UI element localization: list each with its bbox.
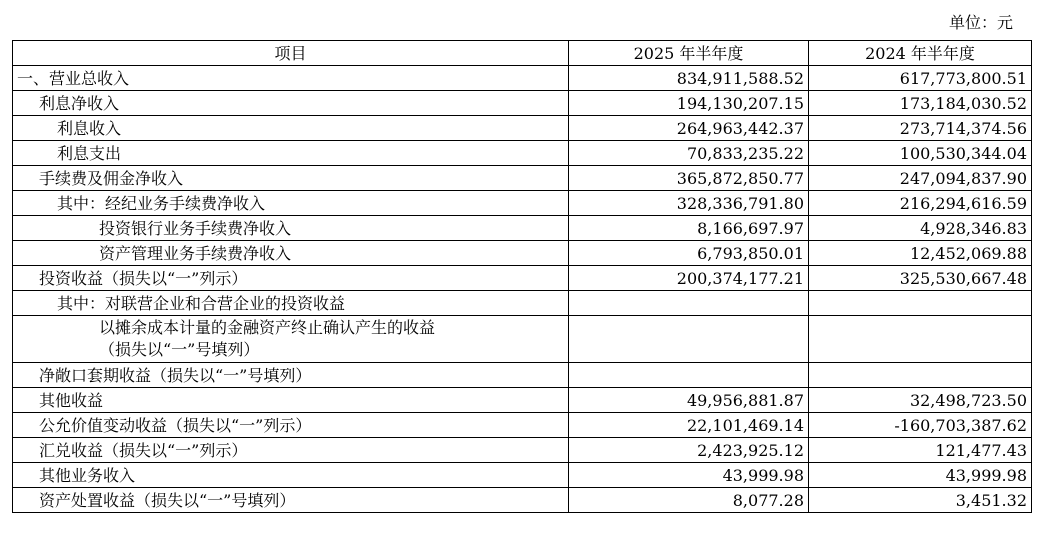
row-label-line2: （损失以“一”号填列）: [99, 340, 260, 359]
table-row: [13, 166, 1032, 191]
table-row: [13, 66, 1032, 91]
row-label: 汇兑收益（损失以“一”列示）: [13, 438, 569, 463]
table-row: [13, 316, 1032, 363]
value-2024: 4,928,346.83: [809, 216, 1032, 241]
header-2024: 2024 年半年度: [809, 41, 1032, 66]
value-2024: 173,184,030.52: [809, 91, 1032, 116]
header-item: 项目: [13, 41, 569, 66]
value-2025: 22,101,469.14: [569, 413, 809, 438]
table-row: [13, 91, 1032, 116]
value-2025: 49,956,881.87: [569, 388, 809, 413]
table-row: [13, 241, 1032, 266]
value-2024: 247,094,837.90: [809, 166, 1032, 191]
table-row: [13, 463, 1032, 488]
value-2024: 325,530,667.48: [809, 266, 1032, 291]
value-2024: 3,451.32: [809, 488, 1032, 513]
value-2025: [569, 363, 809, 388]
value-2024: 273,714,374.56: [809, 116, 1032, 141]
row-label: 其他业务收入: [13, 463, 569, 488]
value-2025: 264,963,442.37: [569, 116, 809, 141]
row-label: 净敞口套期收益（损失以“一”号填列）: [13, 363, 569, 388]
row-label: 利息净收入: [13, 91, 569, 116]
value-2024: 12,452,069.88: [809, 241, 1032, 266]
value-2025: 194,130,207.15: [569, 91, 809, 116]
value-2024: 121,477.43: [809, 438, 1032, 463]
value-2024: -160,703,387.62: [809, 413, 1032, 438]
value-2025: 70,833,235.22: [569, 141, 809, 166]
header-2025: 2025 年半年度: [569, 41, 809, 66]
value-2024: 32,498,723.50: [809, 388, 1032, 413]
table-row: [13, 191, 1032, 216]
table-row: [13, 116, 1032, 141]
row-label: 资产管理业务手续费净收入: [13, 241, 569, 266]
value-2025: 43,999.98: [569, 463, 809, 488]
value-2025: [569, 316, 809, 363]
value-2024: 100,530,344.04: [809, 141, 1032, 166]
table-row: [13, 216, 1032, 241]
row-label: 公允价值变动收益（损失以“一”列示）: [13, 413, 569, 438]
table-row: [13, 141, 1032, 166]
value-2025: 200,374,177.21: [569, 266, 809, 291]
table-row: [13, 266, 1032, 291]
row-label: [13, 316, 569, 363]
value-2025: 365,872,850.77: [569, 166, 809, 191]
value-2025: 328,336,791.80: [569, 191, 809, 216]
unit-label: 单位：元: [948, 13, 1013, 32]
table-row: [13, 438, 1032, 463]
row-label-line1: 以摊余成本计量的金融资产终止确认产生的收益: [99, 318, 436, 337]
table-row: [13, 291, 1032, 316]
row-label: 其中：经纪业务手续费净收入: [13, 191, 569, 216]
value-2024: 43,999.98: [809, 463, 1032, 488]
table-row: [13, 388, 1032, 413]
row-label: 其中：对联营企业和合营企业的投资收益: [13, 291, 569, 316]
row-label: 投资银行业务手续费净收入: [13, 216, 569, 241]
value-2024: [809, 363, 1032, 388]
value-2024: [809, 291, 1032, 316]
value-2025: 8,077.28: [569, 488, 809, 513]
row-label: 投资收益（损失以“一”列示）: [13, 266, 569, 291]
income-statement-table: [12, 40, 1032, 513]
value-2025: [569, 291, 809, 316]
row-label: 资产处置收益（损失以“一”号填列）: [13, 488, 569, 513]
table-row: [13, 363, 1032, 388]
row-label: 手续费及佣金净收入: [13, 166, 569, 191]
table-header-row: [13, 41, 1032, 66]
row-label: 利息收入: [13, 116, 569, 141]
value-2025: 2,423,925.12: [569, 438, 809, 463]
table-row: [13, 488, 1032, 513]
row-label: 一、营业总收入: [13, 66, 569, 91]
value-2024: [809, 316, 1032, 363]
value-2025: 834,911,588.52: [569, 66, 809, 91]
row-label: 利息支出: [13, 141, 569, 166]
value-2025: 6,793,850.01: [569, 241, 809, 266]
row-label: 其他收益: [13, 388, 569, 413]
table-row: [13, 413, 1032, 438]
value-2024: 617,773,800.51: [809, 66, 1032, 91]
value-2024: 216,294,616.59: [809, 191, 1032, 216]
value-2025: 8,166,697.97: [569, 216, 809, 241]
